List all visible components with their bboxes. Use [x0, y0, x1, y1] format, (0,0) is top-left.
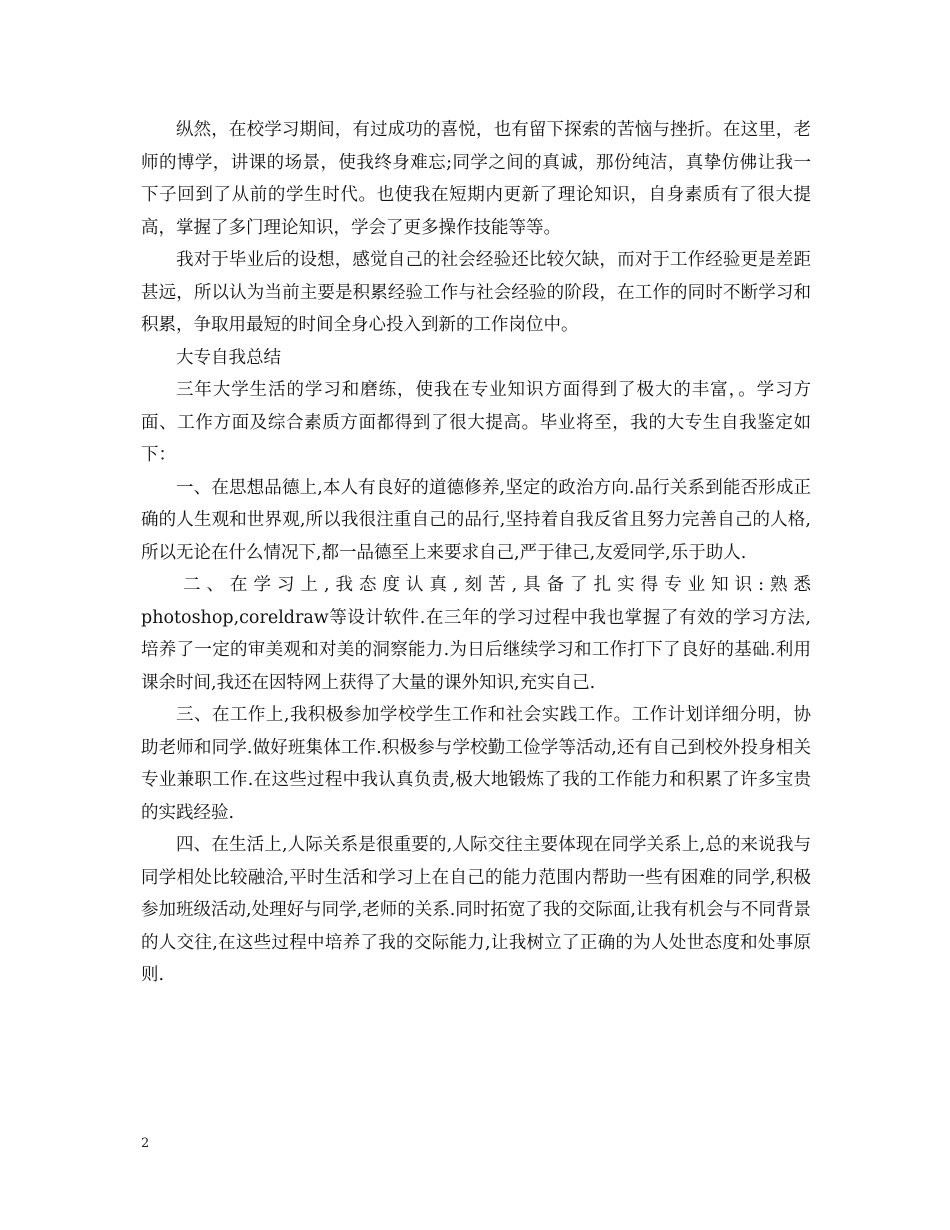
paragraph-post-graduation-plan: 我对于毕业后的设想，感觉自己的社会经验还比较欠缺，而对于工作经验更是差距甚远，所以认为当前主要是积累经验工作与社会经验的阶段，在工作的同时不断学习和积累，争取用最短的时间全身心投入到新的工作岗位中。 — [141, 250, 811, 335]
paragraph-school-memories: 纵然，在校学习期间，有过成功的喜悦，也有留下探索的苦恼与挫折。在这里，老师的博学，讲课的场景，使我终身难忘;同学之间的真诚，那份纯洁，真挚仿佛让我一下子回到了从前的学生时代。也使我在短期内更新了理论知识，自身素质有了很大提高，掌握了多门理论知识，学会了更多操作技能等等。 — [141, 120, 811, 238]
page-number: 2 — [141, 1136, 150, 1151]
paragraph-work: 三、在工作上,我积极参加学校学生工作和社会实践工作。工作计划详细分明，协助老师和同学.做好班集体工作.积极参与学校勤工俭学等活动,还有自己到校外投身相关专业兼职工作.在这些过程中我认真负责,极大地锻炼了我的工作能力和积累了许多宝贵的实践经验. — [141, 705, 811, 823]
section-heading: 大专自我总结 — [176, 347, 281, 368]
paragraph-summary-intro: 三年大学生活的学习和磨练，使我在专业知识方面得到了极大的丰富，。学习方面、工作方面及综合素质方面都得到了很大提高。毕业将至，我的大专生自我鉴定如下： — [141, 380, 811, 465]
paragraph-life: 四、在生活上,人际关系是很重要的,人际交往主要体现在同学关系上,总的来说我与同学相处比较融洽,平时生活和学习上在自己的能力范围内帮助一些有困难的同学,积极参加班级活动,处理好与同学,老师的关系.同时拓宽了我的交际面,让我有机会与不同背景的人交往,在这些过程中培养了我的交际能力,让我树立了正确的为人处世态度和处事原则. — [141, 835, 811, 985]
paragraph-study: 二、在学习上,我态度认真,刻苦,具备了扎实得专业知识:熟悉photoshop,coreldraw等设计软件.在三年的学习过程中我也掌握了有效的学习方法,培养了一定的审美观和对美的洞察能力.为日后继续学习和工作打下了良好的基础.利用课余时间,我还在因特网上获得了大量的课外知识,充实自己. — [141, 575, 811, 693]
document-body — [141, 114, 811, 992]
paragraph-moral-character: 一、在思想品德上,本人有良好的道德修养,坚定的政治方向.品行关系到能否形成正确的人生观和世界观,所以我很注重自己的品行,坚持着自我反省且努力完善自己的人格,所以无论在什么情况下,都一品德至上来要求自己,严于律己,友爱同学,乐于助人. — [141, 477, 811, 563]
